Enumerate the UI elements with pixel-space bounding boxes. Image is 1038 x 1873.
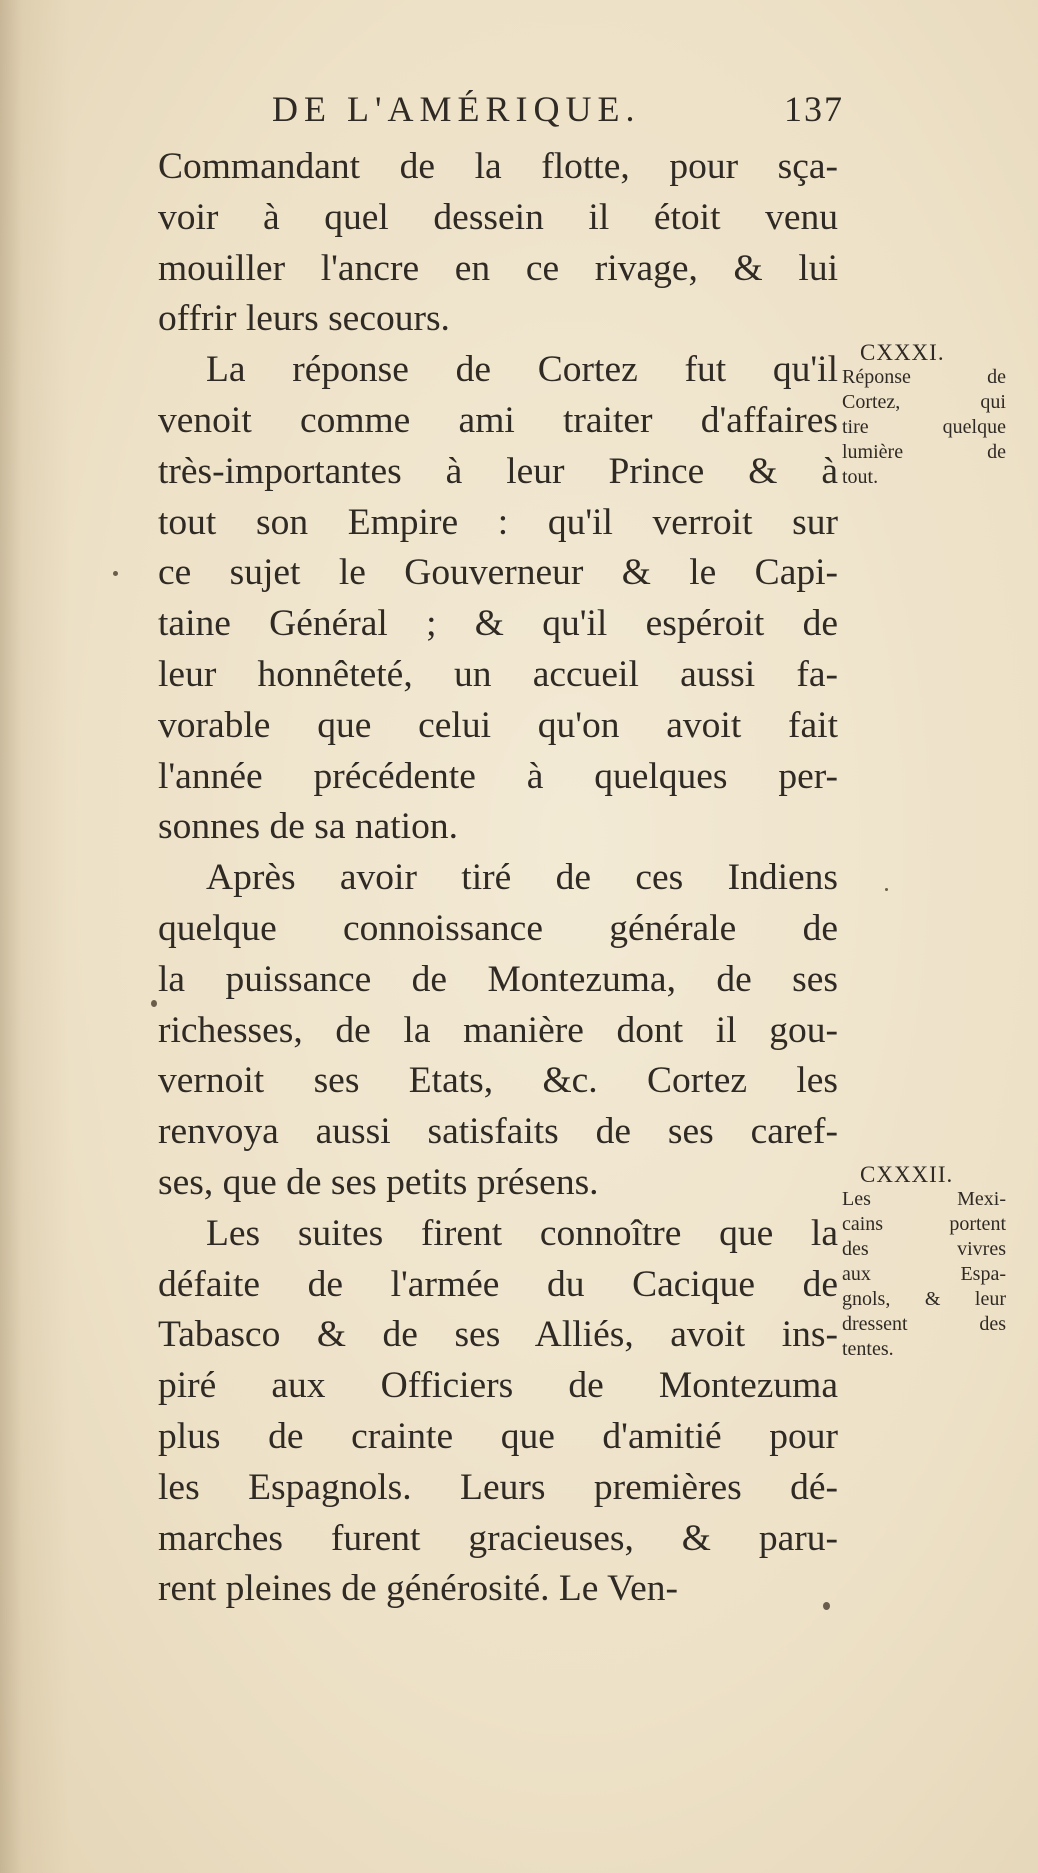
text-line: La réponse de Cortez fut qu'il (206, 349, 838, 391)
text-line: piré aux Officiers de Montezuma (158, 1365, 838, 1407)
paragraph (158, 345, 838, 853)
ink-speck (885, 888, 888, 891)
text-line: Tabasco & de ses Alliés, avoit ins- (158, 1314, 838, 1356)
margin-note-line: Cortez, qui (842, 391, 1006, 413)
margin-note (842, 1162, 1006, 1362)
margin-note-line: lumière de (842, 441, 1006, 463)
margin-note (842, 340, 1006, 490)
text-line: ce sujet le Gouverneur & le Capi- (158, 552, 838, 594)
paragraph (158, 142, 838, 345)
body-text (158, 142, 838, 1615)
text-line: ses, que de ses petits présens. (158, 1161, 599, 1203)
running-title: DE L'AMÉRIQUE. (272, 89, 641, 129)
ink-speck (823, 1602, 830, 1610)
text-line: tout son Empire : qu'il verroit sur (158, 501, 838, 543)
paragraph (158, 1209, 838, 1615)
text-line: leur honnêteté, un accueil aussi fa- (158, 653, 838, 695)
ink-speck (113, 571, 118, 576)
margin-note-line: tire quelque (842, 416, 1006, 438)
margin-note-line: Les Mexi- (842, 1188, 1006, 1210)
text-line: plus de crainte que d'amitié pour (158, 1415, 838, 1457)
margin-note-line: aux Espa- (842, 1263, 1006, 1285)
text-line: offrir leurs secours. (158, 298, 450, 340)
margin-note-line: gnols, & leur (842, 1288, 1006, 1310)
ink-speck (151, 1000, 157, 1007)
text-line: voir à quel dessein il étoit venu (158, 196, 838, 238)
text-line: mouiller l'ancre en ce rivage, & lui (158, 247, 838, 289)
text-line: les Espagnols. Leurs premières dé- (158, 1466, 838, 1508)
margin-note-line: cains portent (842, 1213, 1006, 1235)
text-line: Après avoir tiré de ces Indiens (206, 857, 838, 899)
text-line: la puissance de Montezuma, de ses (158, 958, 838, 1000)
text-line: vorable que celui qu'on avoit fait (158, 704, 838, 746)
margin-note-line: des vivres (842, 1238, 1006, 1260)
text-line: très-importantes à leur Prince & à (158, 450, 838, 492)
text-line: sonnes de sa nation. (158, 806, 458, 848)
text-line: défaite de l'armée du Cacique de (158, 1263, 838, 1305)
page-header (272, 88, 844, 134)
margin-note-line: Réponse de (842, 366, 1006, 388)
text-line: quelque connoissance générale de (158, 907, 838, 949)
margin-note-line: tout. (842, 466, 879, 488)
text-line: marches furent gracieuses, & paru- (158, 1517, 838, 1559)
page-number: 137 (784, 89, 844, 129)
text-line: taine Général ; & qu'il espéroit de (158, 603, 838, 645)
text-line: renvoya aussi satisfaits de ses caref- (158, 1111, 838, 1153)
text-line: l'année précédente à quelques per- (158, 755, 838, 797)
margin-note-number: CXXXI. (860, 340, 945, 365)
text-line: rent pleines de générosité. Le Ven- (158, 1568, 678, 1610)
text-line: venoit comme ami traiter d'affaires (158, 399, 838, 441)
margin-note-line: tentes. (842, 1338, 894, 1360)
margin-note-line: dressent des (842, 1313, 1006, 1335)
margin-note-number: CXXXII. (860, 1162, 954, 1187)
text-line: Les suites firent connoître que la (206, 1212, 838, 1254)
paragraph (158, 853, 838, 1209)
text-line: richesses, de la manière dont il gou- (158, 1009, 838, 1051)
text-line: Commandant de la flotte, pour sça- (158, 146, 838, 187)
text-line: vernoit ses Etats, &c. Cortez les (158, 1060, 838, 1102)
